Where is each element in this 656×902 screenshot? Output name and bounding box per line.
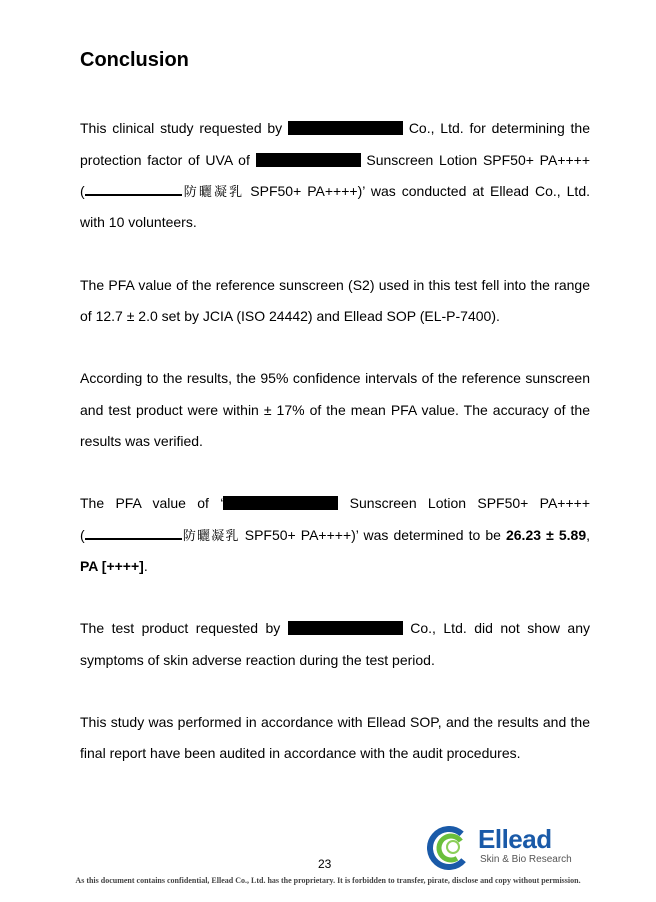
text: Sunscreen Lotion SPF50+ PA++++ bbox=[349, 495, 591, 511]
paragraph-line bbox=[80, 150, 590, 170]
text: The PFA value of the reference sunscreen (S2) used in this test fell into the range bbox=[80, 277, 590, 293]
paragraph-line bbox=[80, 118, 590, 138]
redaction-bar bbox=[288, 621, 403, 635]
paragraph-line bbox=[80, 181, 590, 201]
logo-mark-icon bbox=[427, 826, 475, 870]
text: Sunscreen Lotion SPF50+ PA++++ bbox=[366, 152, 591, 168]
paragraph-line bbox=[80, 743, 590, 763]
paragraph-line bbox=[80, 618, 590, 638]
text: Co., Ltd. did not show any bbox=[410, 620, 591, 636]
text: The test product requested by bbox=[80, 620, 281, 636]
pa-grade: PA [++++] bbox=[80, 558, 144, 574]
page-title: Conclusion bbox=[80, 49, 189, 71]
text: symptoms of skin adverse reaction during the test period. bbox=[80, 652, 435, 668]
text: with 10 volunteers. bbox=[80, 214, 197, 230]
redaction-underline bbox=[85, 184, 182, 196]
text: final report have been audited in accordance with the audit procedures. bbox=[80, 745, 521, 761]
text: and test product were within ± 17% of the mean PFA value. The accuracy of the bbox=[80, 402, 590, 418]
text: SPF50+ PA++++)’ was conducted at Ellead Co., Ltd. bbox=[250, 183, 590, 199]
text: This study was performed in accordance with Ellead SOP, and the results and the bbox=[80, 714, 590, 730]
pfa-result-value: 26.23 ± 5.89 bbox=[505, 527, 587, 543]
redaction-underline bbox=[85, 528, 182, 540]
paragraph-line bbox=[80, 306, 590, 326]
paragraph-line bbox=[80, 400, 590, 420]
paragraph-line bbox=[80, 275, 590, 295]
paragraph-line bbox=[80, 650, 590, 670]
text-group bbox=[80, 527, 240, 543]
text: SPF50+ PA++++)’ was determined to be bbox=[244, 527, 506, 543]
logo-tagline: Skin & Bio Research bbox=[480, 854, 572, 865]
text: ( bbox=[80, 527, 85, 543]
text: According to the results, the 95% confidence intervals of the reference sunscreen bbox=[80, 370, 590, 386]
text: . bbox=[143, 558, 148, 574]
page-number: 23 bbox=[318, 857, 332, 871]
text: ( bbox=[80, 183, 85, 199]
paragraph-line bbox=[80, 431, 590, 451]
paragraph-line bbox=[80, 712, 590, 732]
redaction-bar bbox=[223, 496, 338, 510]
paragraph-line bbox=[80, 368, 590, 388]
text: protection factor of UVA of bbox=[80, 152, 250, 168]
logo-name: Ellead bbox=[478, 824, 552, 854]
paragraph-line bbox=[80, 212, 590, 232]
text-group bbox=[245, 527, 590, 543]
text: Co., Ltd. for determining the bbox=[408, 120, 590, 136]
redaction-bar bbox=[288, 121, 403, 135]
text: This clinical study requested by bbox=[80, 120, 283, 136]
text: The PFA value of ‘ bbox=[80, 495, 224, 511]
ellead-logo bbox=[427, 826, 592, 870]
paragraph-line bbox=[80, 525, 590, 545]
confidentiality-notice: As this document contains confidential, Ellead Co., Ltd. has the proprietary. It is forbidden to transfer, pirate, disclose and copy without permission. bbox=[75, 876, 581, 885]
text-group bbox=[80, 183, 244, 199]
paragraph-line bbox=[80, 556, 590, 576]
text-group bbox=[80, 495, 338, 511]
redaction-bar bbox=[256, 153, 361, 167]
text: of 12.7 ± 2.0 set by JCIA (ISO 24442) and Ellead SOP (EL-P-7400). bbox=[80, 308, 500, 324]
text: , bbox=[586, 527, 591, 543]
cjk-text: 防曬凝乳 bbox=[181, 529, 240, 544]
paragraph-line bbox=[80, 493, 590, 513]
text: results was verified. bbox=[80, 433, 203, 449]
cjk-text: 防曬凝乳 bbox=[181, 185, 245, 200]
